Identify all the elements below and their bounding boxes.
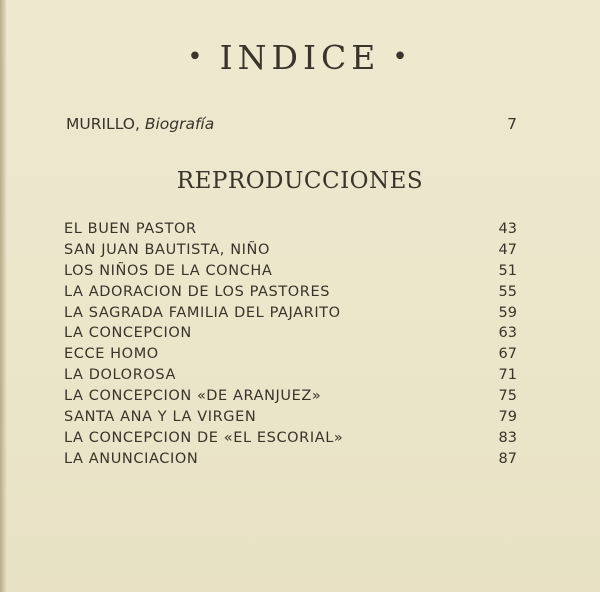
list-item xyxy=(64,344,517,365)
entry-page-number: 75 xyxy=(498,388,517,405)
biography-label xyxy=(66,115,214,133)
entry-title: EL BUEN PASTOR xyxy=(64,221,197,237)
entry-title: ECCE HOMO xyxy=(64,346,159,363)
page-edge-shadow xyxy=(0,0,7,592)
reproductions-list xyxy=(64,219,517,470)
entry-title: LA ADORACION DE LOS PASTORES xyxy=(64,283,331,300)
entry-page-number: 79 xyxy=(498,409,517,426)
entry-title: LA CONCEPCION xyxy=(64,325,192,342)
entry-page-number: 63 xyxy=(498,325,517,342)
entry-page-number: 87 xyxy=(498,450,517,467)
title-dot-left: • xyxy=(187,42,208,72)
biography-page-number: 7 xyxy=(507,115,517,133)
entry-title: LA SAGRADA FAMILIA DEL PAJARITO xyxy=(64,304,341,321)
entry-title: LA CONCEPCION «DE ARANJUEZ» xyxy=(64,388,322,405)
list-item xyxy=(64,303,517,324)
entry-page-number: 67 xyxy=(498,346,517,363)
entry-page-number: 47 xyxy=(498,241,517,258)
entry-title: LA CONCEPCION DE «EL ESCORIAL» xyxy=(64,429,344,446)
entry-title: LA ANUNCIACION xyxy=(64,450,199,467)
entry-title: SAN JUAN BAUTISTA, NIÑO xyxy=(64,241,270,258)
biography-subtitle: Biografía xyxy=(144,115,215,133)
index-title xyxy=(0,38,600,77)
section-title: REPRODUCCIONES xyxy=(176,168,424,194)
entry-title: SANTA ANA Y LA VIRGEN xyxy=(64,409,257,426)
list-item xyxy=(64,282,517,303)
entry-page-number: 51 xyxy=(498,262,517,279)
list-item xyxy=(64,449,517,470)
entry-page-number: 83 xyxy=(498,429,517,446)
entry-title: LOS NIÑOS DE LA CONCHA xyxy=(64,262,273,279)
entry-page-number: 43 xyxy=(498,221,517,237)
list-item xyxy=(64,219,517,240)
title-dot-right: • xyxy=(392,42,413,72)
list-item xyxy=(64,240,517,261)
list-item xyxy=(64,323,517,344)
list-item xyxy=(64,386,517,407)
entry-title: LA DOLOROSA xyxy=(64,367,176,384)
biography-name: MURILLO, xyxy=(66,115,140,133)
entry-page-number: 59 xyxy=(498,304,517,321)
entry-page-number: 55 xyxy=(498,283,517,300)
entry-page-number: 71 xyxy=(498,367,517,384)
list-item xyxy=(64,365,517,386)
list-item xyxy=(64,407,517,428)
index-title-text: INDICE xyxy=(219,38,381,77)
list-item xyxy=(64,261,517,282)
list-item xyxy=(64,428,517,449)
